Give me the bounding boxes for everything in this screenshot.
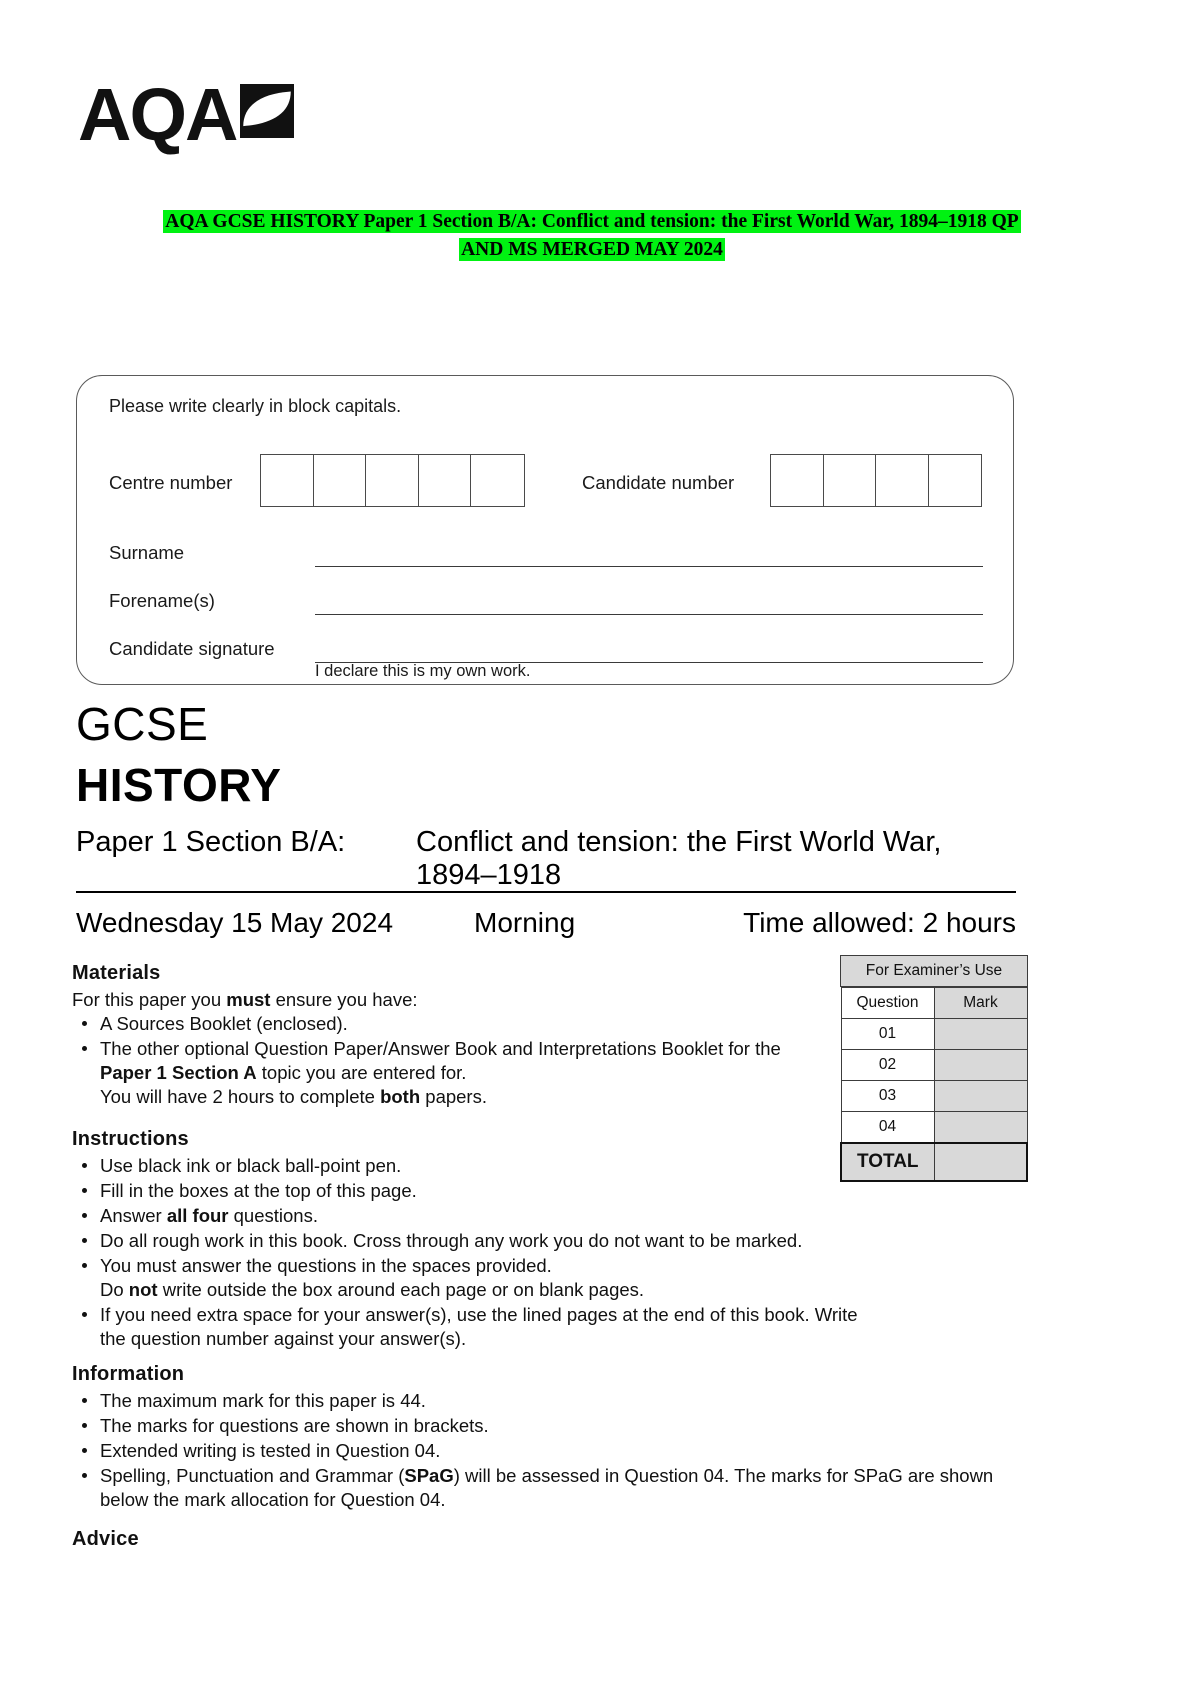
- instructions-item-3-prefix: Answer: [100, 1205, 167, 1226]
- materials-heading: Materials: [72, 962, 161, 984]
- table-row: [841, 1019, 1027, 1050]
- list-item: [98, 1303, 862, 1351]
- surname-row: [77, 534, 1013, 582]
- subject-heading: HISTORY: [76, 759, 282, 811]
- question-number: 01: [841, 1019, 934, 1050]
- instructions-item-6: If you need extra space for your answer(s), use the lined pages at the end of this book. Write the question number against your answer(s).: [100, 1304, 858, 1349]
- mark-cell[interactable]: [934, 1112, 1027, 1143]
- materials-item-1: A Sources Booklet (enclosed).: [100, 1013, 348, 1034]
- question-number: 03: [841, 1081, 934, 1112]
- declaration-text: I declare this is my own work.: [315, 662, 531, 680]
- column-header-question: Question: [841, 988, 934, 1019]
- instructions-section: [72, 1128, 862, 1352]
- forename-input[interactable]: [315, 614, 983, 615]
- instructions-item-5-b-suffix: write outside the box around each page or on blank pages.: [157, 1279, 645, 1300]
- paper-label: Paper 1 Section B/A:: [76, 826, 346, 858]
- document-title-line-1: AQA GCSE HISTORY Paper 1 Section B/A: Conflict and tension: the First World War, 1894–1918 QP: [165, 211, 1019, 232]
- instructions-item-3-bold: all four: [166, 1205, 229, 1226]
- exam-session-line: [76, 907, 1016, 951]
- centre-number-cell[interactable]: [419, 455, 472, 506]
- materials-intro-suffix: ensure you have:: [270, 989, 418, 1010]
- list-item: [98, 1254, 862, 1302]
- list-item: [98, 1012, 832, 1036]
- candidate-number-cell[interactable]: [929, 455, 982, 506]
- table-row: [841, 1050, 1027, 1081]
- mark-cell[interactable]: [934, 1019, 1027, 1050]
- aqa-logo: [78, 73, 294, 156]
- exam-session: Morning: [474, 907, 576, 938]
- list-item: [98, 1037, 832, 1109]
- examiner-table-header: For Examiner’s Use: [840, 955, 1028, 987]
- surname-input[interactable]: [315, 566, 983, 567]
- paper-topic-line: [76, 826, 1016, 892]
- total-mark-cell[interactable]: [934, 1143, 1027, 1181]
- forename-label: Forename(s): [109, 590, 215, 611]
- materials-intro-prefix: For this paper you: [72, 989, 227, 1010]
- number-fields-row: [77, 454, 1013, 510]
- information-heading: Information: [72, 1363, 185, 1385]
- question-number: 02: [841, 1050, 934, 1081]
- list-item: [98, 1179, 862, 1203]
- instructions-item-2: Fill in the boxes at the top of this page.: [100, 1180, 417, 1201]
- signature-row: [77, 630, 1013, 678]
- table-row: [841, 1081, 1027, 1112]
- materials-section: [72, 962, 832, 1110]
- materials-item-2-c-prefix: You will have 2 hours to complete: [100, 1086, 381, 1107]
- instructions-item-5-a: You must answer the questions in the spaces provided.: [100, 1255, 552, 1276]
- centre-number-cell[interactable]: [471, 455, 524, 506]
- candidate-number-cell[interactable]: [771, 455, 824, 506]
- list-item: [98, 1389, 1012, 1413]
- candidate-details-box: [76, 375, 1014, 685]
- surname-label: Surname: [109, 542, 185, 563]
- instructions-item-5-b-bold: not: [128, 1279, 158, 1300]
- aqa-leaf-square-icon: [240, 84, 294, 138]
- materials-item-2-bold: Paper 1 Section A: [100, 1062, 257, 1083]
- column-header-mark: Mark: [934, 988, 1027, 1019]
- paper-topic: Conflict and tension: the First World War, 1894–1918: [416, 826, 942, 891]
- information-item-4-b: ) will be assessed in Question 04. The marks for SPaG are shown below the mark allocation for Question 04.: [100, 1465, 994, 1510]
- information-section: [72, 1363, 1012, 1513]
- candidate-number-input[interactable]: [770, 454, 982, 507]
- instructions-item-4: Do all rough work in this book. Cross through any work you do not want to be marked.: [100, 1230, 803, 1251]
- information-item-3: Extended writing is tested in Question 04.: [100, 1440, 441, 1461]
- information-item-1: The maximum mark for this paper is 44.: [100, 1390, 426, 1411]
- block-capitals-note: Please write clearly in block capitals.: [109, 396, 402, 416]
- exam-date: Wednesday 15 May 2024: [76, 907, 394, 938]
- total-label: TOTAL: [841, 1143, 934, 1181]
- instructions-item-3-suffix: questions.: [228, 1205, 318, 1226]
- list-item: [98, 1414, 1012, 1438]
- advice-heading: Advice: [72, 1528, 139, 1550]
- materials-item-2-c-bold: both: [380, 1086, 421, 1107]
- materials-item-2-b: topic you are entered for.: [256, 1062, 467, 1083]
- candidate-number-label: Candidate number: [582, 472, 735, 493]
- table-row-total: [841, 1143, 1027, 1181]
- instructions-heading: Instructions: [72, 1128, 189, 1150]
- materials-item-2-a: The other optional Question Paper/Answer Book and Interpretations Booklet for the: [100, 1038, 781, 1059]
- advice-section: [72, 1528, 1012, 1554]
- materials-item-2-c-suffix: papers.: [420, 1086, 487, 1107]
- list-item: [98, 1439, 1012, 1463]
- forename-row: [77, 582, 1013, 630]
- centre-number-cell[interactable]: [314, 455, 367, 506]
- question-number: 04: [841, 1112, 934, 1143]
- information-item-4-bold: SPaG: [404, 1465, 454, 1486]
- document-title-line-2: AND MS MERGED MAY 2024: [461, 239, 723, 260]
- list-item: [98, 1229, 862, 1253]
- qualification-heading: GCSE: [76, 698, 209, 750]
- instructions-item-1: Use black ink or black ball-point pen.: [100, 1155, 402, 1176]
- list-item: [98, 1204, 862, 1228]
- candidate-number-cell[interactable]: [876, 455, 929, 506]
- mark-cell[interactable]: [934, 1050, 1027, 1081]
- information-item-2: The marks for questions are shown in brackets.: [100, 1415, 489, 1436]
- candidate-signature-label: Candidate signature: [109, 638, 275, 659]
- mark-cell[interactable]: [934, 1081, 1027, 1112]
- information-item-4-a: Spelling, Punctuation and Grammar (: [100, 1465, 405, 1486]
- table-row-header: [841, 988, 1027, 1019]
- centre-number-input[interactable]: [260, 454, 525, 507]
- list-item: [98, 1464, 1012, 1512]
- aqa-wordmark: AQA: [78, 73, 237, 156]
- table-row: [841, 1112, 1027, 1143]
- materials-list: [72, 1012, 832, 1109]
- list-item: [98, 1154, 862, 1178]
- centre-number-label: Centre number: [109, 472, 233, 493]
- materials-intro-bold: must: [226, 989, 271, 1010]
- instructions-list: [72, 1154, 862, 1351]
- time-allowed: Time allowed: 2 hours: [743, 907, 1016, 938]
- document-title: [78, 208, 1106, 264]
- instructions-item-5-b-prefix: Do: [100, 1279, 129, 1300]
- materials-intro: [72, 988, 832, 1012]
- information-list: [72, 1389, 1012, 1512]
- examiner-use-table: [840, 955, 1028, 1182]
- candidate-number-cell[interactable]: [824, 455, 877, 506]
- header-divider: [76, 891, 1016, 893]
- centre-number-cell[interactable]: [261, 455, 314, 506]
- centre-number-cell[interactable]: [366, 455, 419, 506]
